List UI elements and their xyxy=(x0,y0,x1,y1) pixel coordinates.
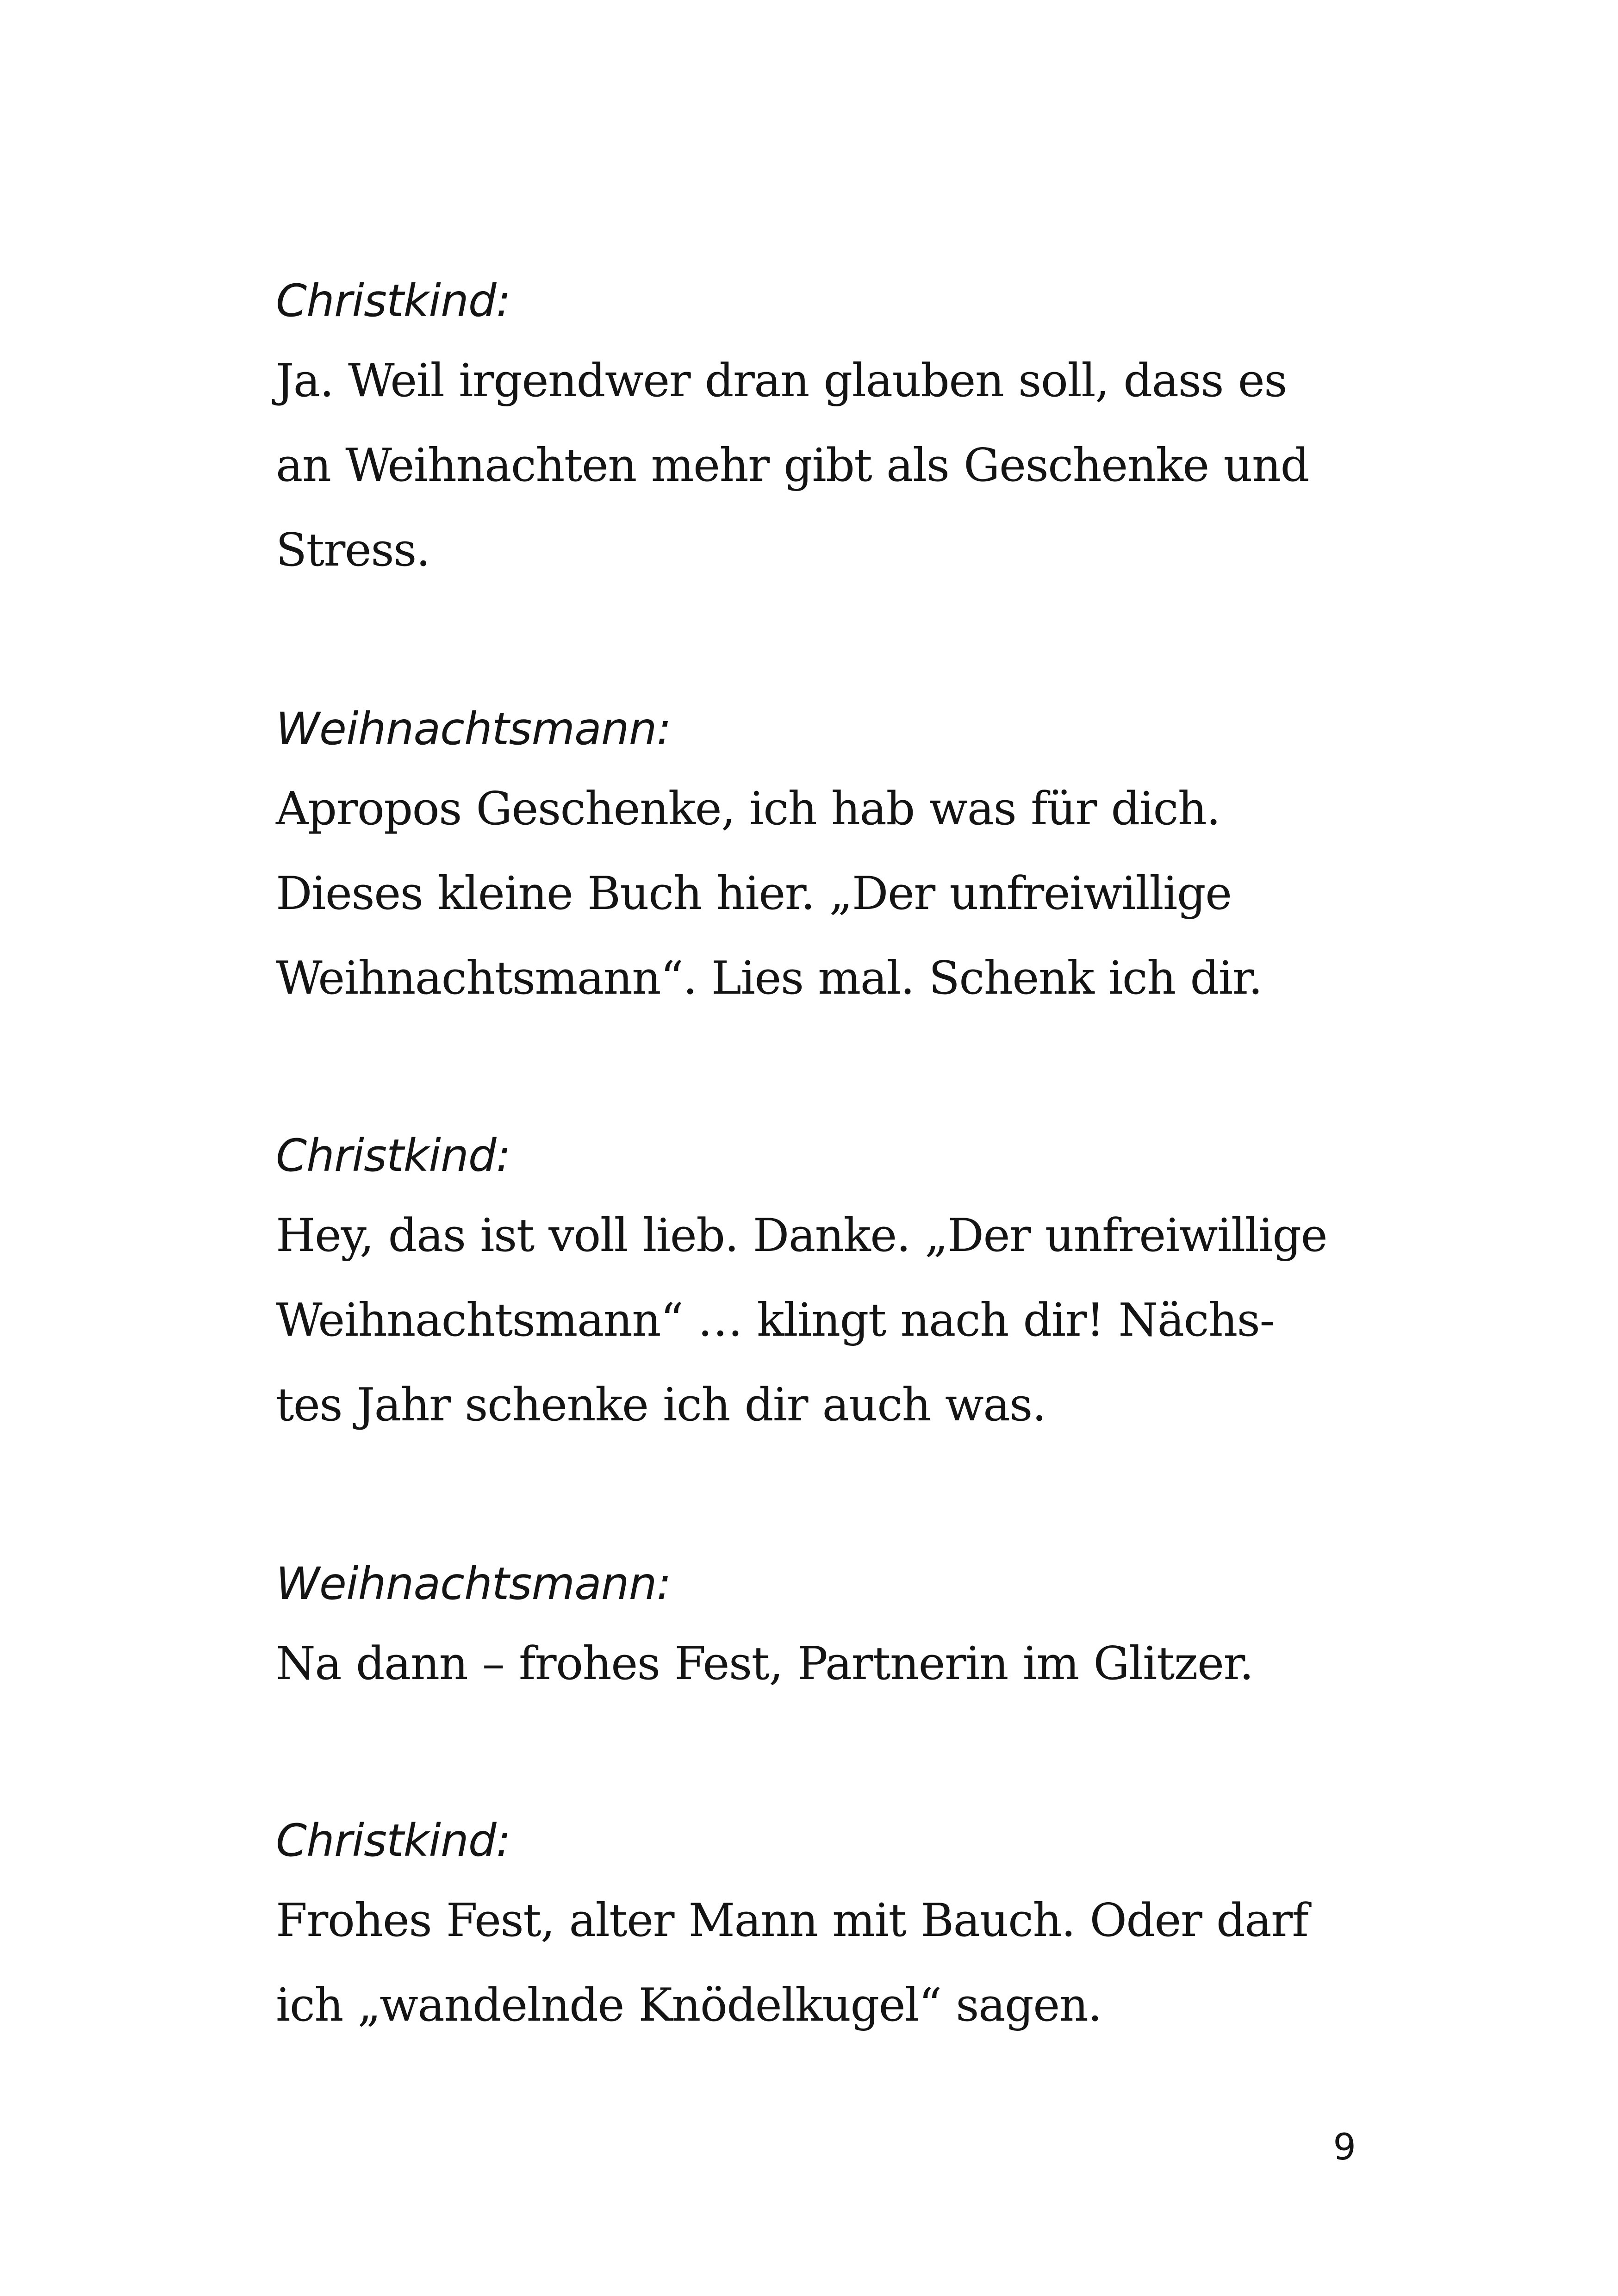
speaker-name: Weihnachtsmann: xyxy=(276,1558,671,1610)
speech-line: Frohes Fest, alter Mann mit Bauch. Oder darf xyxy=(276,1894,1308,1947)
dialogue-block xyxy=(276,1813,1354,2048)
speech-line: ich „wandelnde Knödelkugel“ sagen. xyxy=(276,1979,1101,2032)
speech-line: Weihnachtsmann“. Lies mal. Schenk ich dir. xyxy=(276,952,1262,1005)
speaker-name: Christkind: xyxy=(276,1130,511,1182)
dialogue-block xyxy=(276,701,1354,1021)
speech-line: Hey, das ist voll lieb. Danke. „Der unfreiwillige xyxy=(276,1209,1327,1262)
speech-line: tes Jahr schenke ich dir auch was. xyxy=(276,1379,1046,1431)
speech-line: Stress. xyxy=(276,524,430,577)
speech-line: Ja. Weil irgendwer dran glauben soll, dass es xyxy=(276,355,1287,407)
dialogue-block xyxy=(276,1556,1354,1706)
speaker-name: Weihnachtsmann: xyxy=(276,703,671,755)
speech-line: Na dann – frohes Fest, Partnerin im Glitzer. xyxy=(276,1637,1253,1690)
speech-line: Apropos Geschenke, ich hab was für dich. xyxy=(276,783,1220,835)
dialogue-block xyxy=(276,273,1354,593)
speaker-name: Christkind: xyxy=(276,275,511,327)
dialogue-block xyxy=(276,1128,1354,1448)
page-number: 9 xyxy=(1333,2127,1356,2168)
speech-line: Dieses kleine Buch hier. „Der unfreiwillige xyxy=(276,867,1232,920)
speech-line: an Weihnachten mehr gibt als Geschenke und xyxy=(276,439,1309,492)
speaker-name: Christkind: xyxy=(276,1815,511,1867)
speech-line: Weihnachtsmann“ … klingt nach dir! Nächs- xyxy=(276,1294,1275,1347)
